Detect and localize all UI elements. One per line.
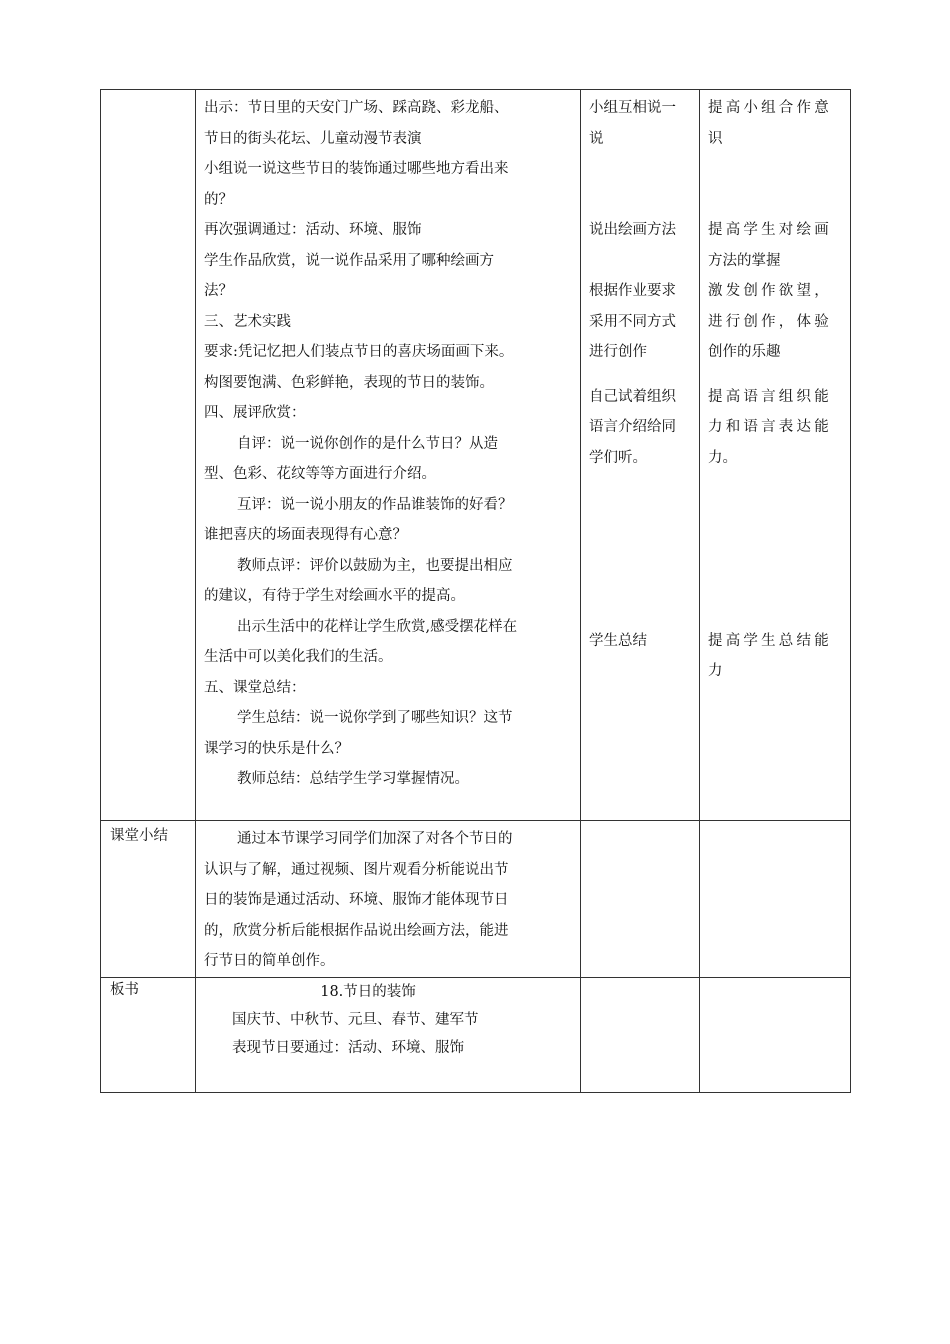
section-heading-summary: 五、课堂总结： bbox=[204, 679, 306, 696]
content-line: 课学习的快乐是什么？ bbox=[204, 740, 349, 757]
row-label-cell bbox=[101, 90, 196, 821]
spacer bbox=[708, 504, 842, 535]
content-line: 的？ bbox=[204, 191, 233, 208]
intent-line: 力 bbox=[708, 663, 723, 679]
intent-line: 进行创作，体验 bbox=[708, 313, 832, 330]
activity-line: 语言介绍给同 bbox=[589, 419, 676, 435]
board-line: 表现节日要通过：活动、环境、服饰 bbox=[232, 1039, 464, 1056]
intent-line: 激发创作欲望， bbox=[708, 283, 832, 299]
intent-line: 识 bbox=[708, 130, 723, 147]
summary-content bbox=[196, 821, 580, 977]
board-empty-cell bbox=[700, 977, 851, 1092]
content-line: 法？ bbox=[204, 283, 233, 299]
content-line: 自评：说一说你创作的是什么节日？从造 bbox=[237, 435, 498, 452]
summary-line: 日的装饰是通过活动、环境、服饰才能体现节日 bbox=[204, 892, 509, 908]
spacer bbox=[708, 185, 842, 216]
intent-line: 提高学生对绘画 bbox=[708, 222, 832, 238]
student-activity-cell bbox=[581, 90, 700, 821]
activity-line: 学生总结 bbox=[589, 632, 647, 649]
spacer bbox=[589, 246, 691, 277]
teaching-process-row bbox=[101, 90, 851, 821]
content-line: 谁把喜庆的场面表现得有心意？ bbox=[204, 527, 407, 543]
content-line: 构图要饱满、色彩鲜艳，表现的节日的装饰。 bbox=[204, 374, 494, 391]
content-line: 节日的街头花坛、儿童动漫节表演 bbox=[204, 130, 422, 147]
content-line: 学生总结：说一说你学到了哪些知识？这节 bbox=[237, 710, 513, 726]
intent-line: 方法的掌握 bbox=[708, 252, 781, 269]
summary-line: 的，欣赏分析后能根据作品说出绘画方法，能进 bbox=[204, 922, 509, 939]
content-line: 出示：节日里的天安门广场、踩高跷、彩龙船、 bbox=[204, 100, 509, 116]
content-line: 出示生活中的花样让学生欣赏,感受摆花样在 bbox=[237, 618, 518, 635]
section-heading-exhibition: 四、展评欣赏： bbox=[204, 405, 306, 421]
content-line: 教师点评：评价以鼓励为主，也要提出相应 bbox=[237, 557, 513, 574]
summary-line: 通过本节课学习同学们加深了对各个节日的 bbox=[237, 831, 513, 847]
spacer bbox=[589, 473, 691, 504]
spacer bbox=[708, 595, 842, 626]
spacer bbox=[708, 534, 842, 565]
activity-line: 自己试着组织 bbox=[589, 388, 676, 405]
spacer bbox=[589, 565, 691, 596]
intent-line: 提高语言组织能 bbox=[708, 388, 832, 405]
activity-line: 学们听。 bbox=[589, 449, 647, 466]
lesson-plan-table bbox=[100, 89, 851, 1093]
row-label bbox=[101, 90, 195, 93]
content-line: 的建议，有待于学生对绘画水平的提高。 bbox=[204, 588, 465, 604]
activity-line: 说 bbox=[589, 130, 604, 147]
intent-line: 力和语言表达能 bbox=[708, 419, 832, 435]
summary-content-cell bbox=[196, 821, 581, 978]
activity-line: 进行创作 bbox=[589, 344, 647, 360]
intent-line: 提高学生总结能 bbox=[708, 632, 832, 649]
content-line: 生活中可以美化我们的生活。 bbox=[204, 649, 393, 665]
summary-line: 认识与了解，通过视频、图片观看分析能说出节 bbox=[204, 861, 509, 878]
intent-line: 提高小组合作意 bbox=[708, 100, 832, 116]
design-intent bbox=[700, 90, 850, 687]
board-label-cell bbox=[101, 977, 196, 1092]
activity-line: 小组互相说一 bbox=[589, 100, 676, 116]
summary-label: 课堂小结 bbox=[110, 828, 168, 844]
class-summary-row bbox=[101, 821, 851, 978]
board-empty-cell bbox=[581, 977, 700, 1092]
spacer bbox=[708, 565, 842, 596]
intent-line: 创作的乐趣 bbox=[708, 344, 781, 360]
content-line: 互评：说一说小朋友的作品谁装饰的好看？ bbox=[237, 496, 513, 513]
spacer bbox=[589, 154, 691, 185]
student-activity bbox=[581, 90, 699, 656]
spacer bbox=[589, 185, 691, 216]
spacer bbox=[589, 534, 691, 565]
section-heading-art-practice: 三、艺术实践 bbox=[204, 313, 291, 330]
board-label: 板书 bbox=[110, 981, 139, 998]
content-line: 学生作品欣赏，说一说作品采用了哪种绘画方 bbox=[204, 252, 494, 269]
summary-empty-cell bbox=[581, 821, 700, 978]
spacer bbox=[589, 595, 691, 626]
teaching-content-cell bbox=[196, 90, 581, 821]
summary-line: 行节日的简单创作。 bbox=[204, 953, 335, 969]
board-content-cell bbox=[196, 977, 581, 1092]
board-title: 18.节日的装饰 bbox=[320, 983, 416, 1000]
board-content bbox=[196, 978, 580, 1062]
design-intent-cell bbox=[700, 90, 851, 821]
spacer bbox=[708, 154, 842, 185]
board-line: 国庆节、中秋节、元旦、春节、建军节 bbox=[232, 1011, 479, 1028]
spacer bbox=[589, 504, 691, 535]
spacer bbox=[708, 473, 842, 504]
content-line: 小组说一说这些节日的装饰通过哪些地方看出来 bbox=[204, 161, 509, 177]
activity-line: 采用不同方式 bbox=[589, 313, 676, 330]
blackboard-row bbox=[101, 977, 851, 1092]
summary-label-cell bbox=[101, 821, 196, 978]
activity-line: 根据作业要求 bbox=[589, 283, 676, 299]
intent-line: 力。 bbox=[708, 449, 737, 466]
teaching-content bbox=[196, 90, 580, 795]
content-line: 型、色彩、花纹等等方面进行介绍。 bbox=[204, 466, 436, 482]
spacer bbox=[708, 368, 842, 382]
summary-empty-cell bbox=[700, 821, 851, 978]
spacer bbox=[589, 368, 691, 382]
content-line: 教师总结：总结学生学习掌握情况。 bbox=[237, 771, 469, 787]
content-line: 要求:凭记忆把人们装点节日的喜庆场面画下来。 bbox=[204, 344, 514, 360]
activity-line: 说出绘画方法 bbox=[589, 222, 676, 238]
content-line: 再次强调通过：活动、环境、服饰 bbox=[204, 222, 422, 238]
